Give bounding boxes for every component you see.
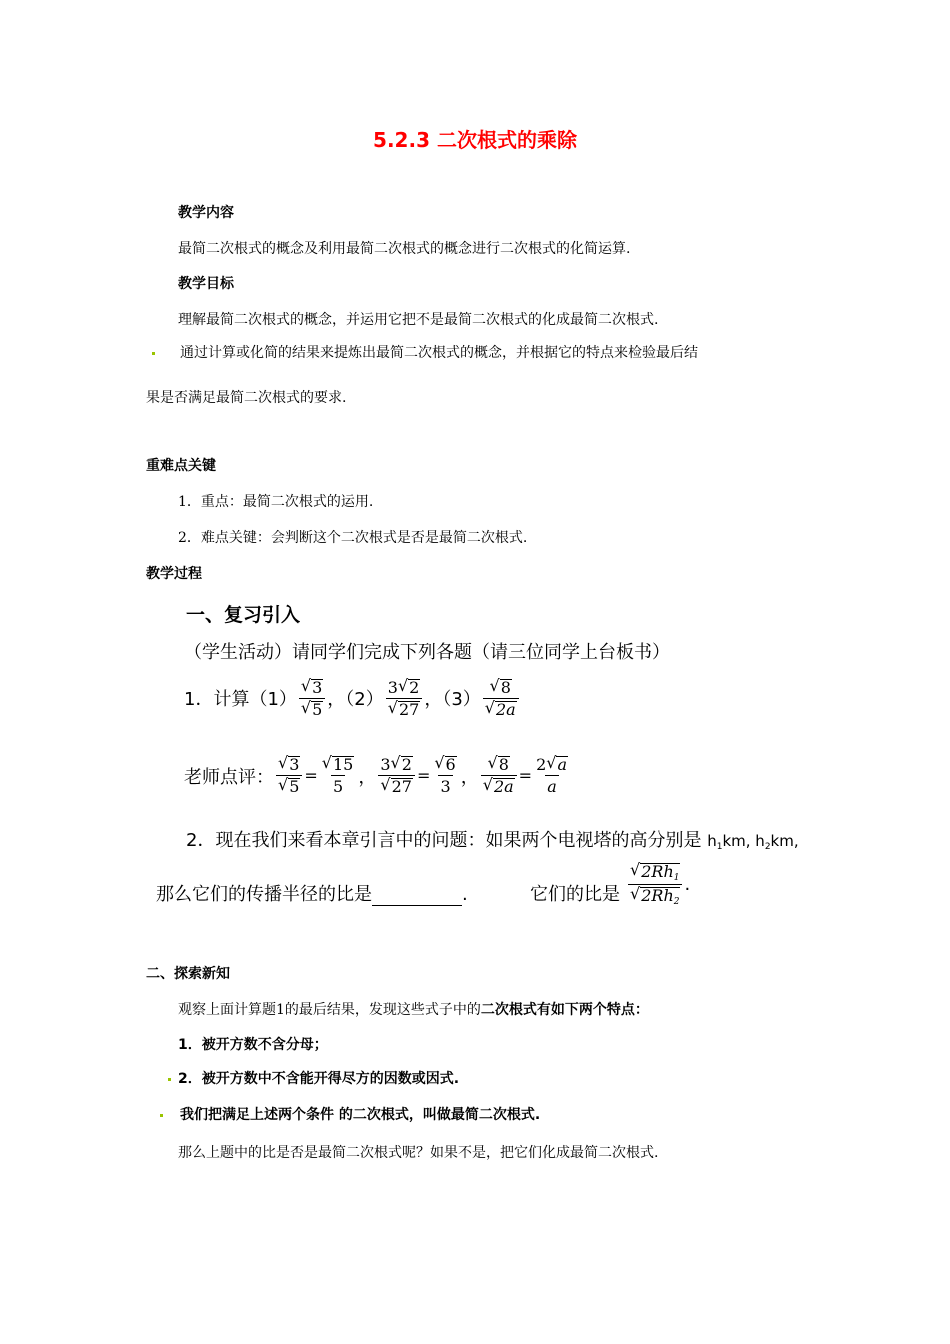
teacher-comment: 老师点评： √ 3 √ 5 = √ 15 5 ， 3 √ 2 √ 27 = √ 6 3 ， √ 8 √ 2a = 2 √ a a bbox=[184, 755, 572, 796]
fraction: √ 8 √ 2a bbox=[481, 755, 517, 796]
heading-key: 重难点关键 bbox=[146, 458, 216, 474]
goal-1: 理解最简二次根式的概念，并运用它把不是最简二次根式的化成最简二次根式. bbox=[178, 312, 659, 328]
fraction: √ 3 √ 5 bbox=[299, 678, 325, 719]
activity-text: （学生活动）请同学们完成下列各题（请三位同学上台板书） bbox=[184, 642, 670, 663]
fraction: √ 6 3 bbox=[434, 753, 456, 796]
goal-2b: 果是否满足最简二次根式的要求. bbox=[146, 390, 347, 406]
question-2-line1: 2．现在我们来看本章引言中的问题：如果两个电视塔的高分别是 $h_1km$, $h_2km$, bbox=[186, 830, 799, 852]
fraction: √ 3 √ 5 bbox=[276, 755, 302, 796]
fraction: √ 8 √ 2a bbox=[483, 678, 519, 719]
heading-content: 教学内容 bbox=[178, 205, 234, 221]
marker-dot bbox=[152, 352, 155, 355]
part1-title: 一、复习引入 bbox=[186, 604, 301, 626]
marker-dot bbox=[168, 1078, 171, 1081]
ratio-fraction: √ $2Rh_1$ √ $2Rh_2$ . bbox=[630, 860, 691, 908]
content-text: 最简二次根式的概念及利用最简二次根式的概念进行二次根式的化简运算. bbox=[178, 241, 631, 257]
question-1: 1．计算（1） √ 3 √ 5 ，（2） 3 √ 2 √ 27 ，（3） √ 8 √ 2a bbox=[184, 678, 521, 719]
fraction: 2 √ a a bbox=[536, 753, 567, 796]
ratio-label: 它们的比是 bbox=[530, 884, 620, 905]
answer-blank bbox=[372, 889, 462, 906]
heading-explore: 二、探索新知 bbox=[146, 966, 230, 982]
explore-question: 那么上题中的比是否是最简二次根式呢？如果不是，把它们化成最简二次根式. bbox=[178, 1145, 659, 1161]
fraction: 3 √ 2 √ 27 bbox=[386, 678, 423, 719]
key-item-2: 2．难点关键：会判断这个二次根式是否是最简二次根式. bbox=[178, 530, 528, 546]
explore-intro: 观察上面计算题1的最后结果，发现这些式子中的二次根式有如下两个特点： bbox=[178, 1002, 649, 1018]
marker-dot bbox=[160, 1114, 163, 1117]
feature-2: 2．被开方数中不含能开得尽方的因数或因式. bbox=[178, 1071, 460, 1087]
feature-1: 1．被开方数不含分母； bbox=[178, 1037, 328, 1053]
goal-2a: 通过计算或化简的结果来提炼出最简二次根式的概念，并根据它的特点来检验最后结 bbox=[180, 345, 698, 361]
key-item-1: 1．重点：最简二次根式的运用. bbox=[178, 494, 374, 510]
question-2-line2: 那么它们的传播半径的比是 . bbox=[156, 884, 468, 905]
heading-process: 教学过程 bbox=[146, 566, 202, 582]
definition: 我们把满足上述两个条件 的二次根式，叫做最简二次根式. bbox=[180, 1107, 541, 1123]
fraction: √ 15 5 bbox=[321, 753, 354, 796]
fraction: 3 √ 2 √ 27 bbox=[378, 755, 415, 796]
page-title: 5.2.3 二次根式的乘除 bbox=[373, 128, 577, 152]
heading-goals: 教学目标 bbox=[178, 276, 234, 292]
